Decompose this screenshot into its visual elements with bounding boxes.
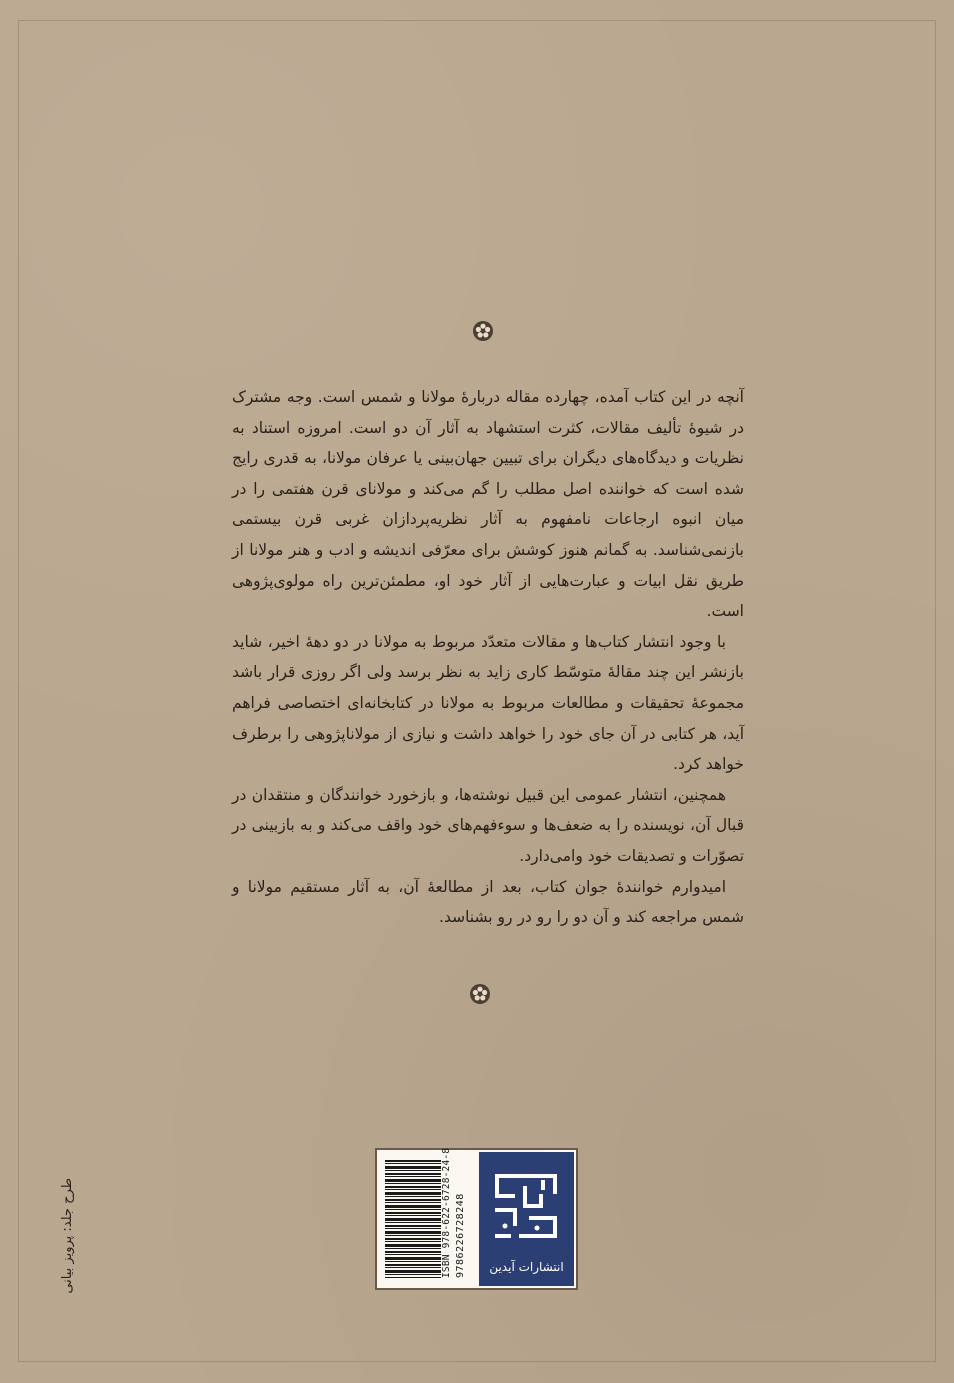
barcode xyxy=(379,1147,479,1286)
blurb-paragraph: آنچه در این کتاب آمده، چهارده مقاله دربارهٔ مولانا و شمس است. وجه مشترک در شیوهٔ تألیف مقالات، کثرت استشهاد به آثار آن دو است. امروزه استناد به نظریات و دیدگاه‌های دیگران برای تبیین جهان‌بینی یا عرفان مولانا، به قدری رایج شده است که خواننده اصل مطلب را گم می‌کند و مولانای قرن هفتمی را در میان انبوه ارجاعات نامفهوم به آثار نظریه‌پردازان غربی قرن بیستمی بازنمی‌شناسد. به گمانم هنوز کوشش برای معرّفی اندیشه و ادب و هنر مولانا از طریق نقل ابیات و عبارت‌هایی از آثار خود او، مطمئن‌ترین راه مولوی‌پژوهی است. xyxy=(232,388,744,621)
publisher-name: انتشارات آیدین xyxy=(489,1260,564,1274)
barcode-bars xyxy=(385,1160,441,1278)
blurb-paragraph: با وجود انتشار کتاب‌ها و مقالات متعدّد مربوط به مولانا در دو دههٔ اخیر، شاید بازنشر این چند مقالهٔ متوسّط کاری زاید به نظر برسد ولی اگر روزی قرار باشد مجموعهٔ تحقیقات و مطالعات مربوط به مولانا در کتابخانه‌ای اختصاصی فراهم آید، هر کتابی در آن جای خود را خواهد داشت و نیازی از مولاناپژوهی را برطرف خواهد کرد. xyxy=(232,632,744,774)
blurb-paragraph: امیدوارم خوانندهٔ جوان کتاب، بعد از مطالعهٔ آن، به آثار مستقیم مولانا و شمس مراجعه کند و آن دو را رو در رو بشناسد. xyxy=(232,877,744,927)
isbn-label: ISBN 978-622-6728-24-8 xyxy=(441,1147,452,1278)
barcode-digits: 9786226728248 xyxy=(455,1193,466,1278)
cover-designer-credit: طرح جلد: پرویز بیانی xyxy=(60,1178,75,1294)
publisher-logo xyxy=(479,1152,574,1286)
blurb-paragraph: همچنین، انتشار عمومی این قبیل نوشته‌ها، و بازخورد خوانندگان و منتقدان در قبال آن، نویسنده را به ضعف‌ها و سوءفهم‌های خود واقف می‌کند و به بازبینی در تصوّرات و تصدیقات خود وامی‌دارد. xyxy=(232,785,744,865)
blurb-text xyxy=(232,382,744,933)
flower-ornament-icon xyxy=(472,320,494,342)
aydin-publisher-logo-icon xyxy=(491,1166,561,1244)
barcode-sticker xyxy=(375,1148,578,1290)
flower-ornament-icon xyxy=(469,983,491,1005)
